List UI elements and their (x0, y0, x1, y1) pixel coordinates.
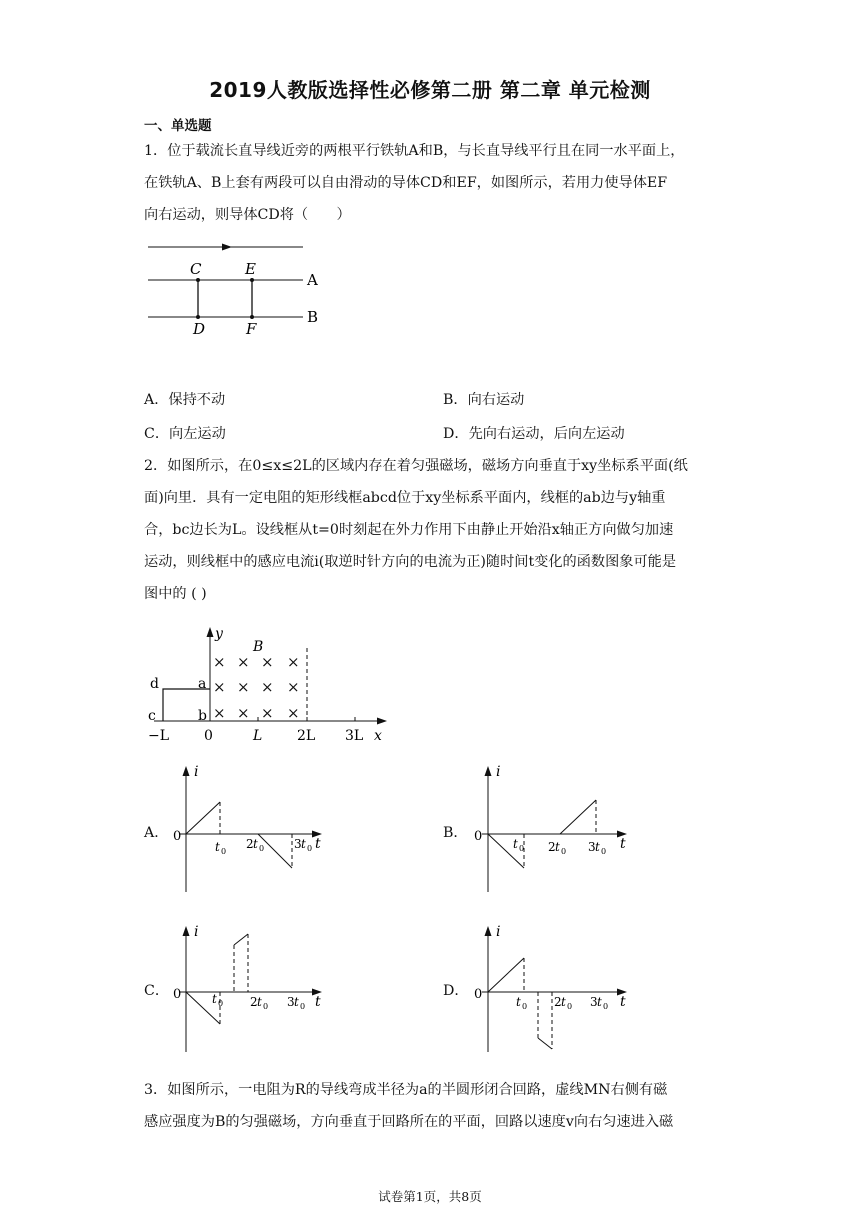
tick-label: 2L (297, 728, 316, 744)
graph-c (170, 920, 330, 1055)
svg-text:×: × (261, 653, 274, 671)
svg-text:×: × (261, 678, 274, 696)
tick-t0: t (257, 995, 262, 1009)
label-F: F (246, 320, 257, 338)
tick-label: 3L (345, 728, 364, 744)
graph-b (470, 762, 635, 897)
axis-x-label: x (374, 728, 382, 744)
tick-t0: t (597, 995, 602, 1009)
page-footer: 试卷第1页，共8页 (378, 1189, 482, 1204)
tick-3: 3 (294, 837, 302, 851)
tick-t0: t (595, 840, 600, 854)
q2-option-c[interactable]: C． (144, 983, 170, 999)
label-E: E (245, 260, 256, 278)
question-3-line: 感应强度为B的匀强磁场，方向垂直于回路所在的平面，回路以速度v向右匀速进入磁 (144, 1114, 674, 1130)
figure-magnetic-field (140, 620, 400, 750)
svg-text:×: × (237, 704, 250, 722)
tick-sub: 0 (218, 999, 224, 1008)
q1-option-b[interactable]: B．向右运动 (443, 392, 525, 408)
tick-t0: t (215, 840, 220, 854)
tick-sub: 0 (307, 844, 313, 853)
tick-t0: t (294, 995, 299, 1009)
question-2-line: 2．如图所示，在0≤x≤2L的区域内存在着匀强磁场，磁场方向垂直于xy坐标系平面(纸 (144, 458, 688, 474)
question-2-line: 图中的 ( ) (144, 586, 207, 602)
corner-d: d (150, 676, 159, 692)
label-D: D (193, 320, 206, 338)
tick-3: 3 (287, 995, 295, 1009)
origin-label: 0 (474, 987, 483, 1002)
axis-i: i (496, 764, 501, 780)
tick-sub: 0 (300, 1002, 306, 1011)
figure-rails (140, 235, 340, 345)
tick-sub: 0 (567, 1002, 573, 1011)
svg-text:×: × (237, 678, 250, 696)
tick-t0: t (212, 992, 217, 1006)
tick-2: 2 (250, 995, 258, 1009)
question-2-line: 合，bc边长为L。设线框从t=0时刻起在外力作用下由静止开始沿x轴正方向做匀加速 (144, 522, 674, 538)
graph-d (470, 920, 635, 1055)
svg-text:×: × (287, 678, 300, 696)
tick-sub: 0 (522, 1002, 528, 1011)
axis-i: i (496, 924, 501, 940)
axis-t: t (620, 994, 626, 1010)
q2-option-b[interactable]: B． (443, 825, 468, 841)
origin-label: 0 (173, 987, 182, 1002)
question-1-text (144, 135, 724, 231)
q1-option-a[interactable]: A．保持不动 (144, 392, 226, 408)
tick-sub: 0 (263, 1002, 269, 1011)
tick-2: 2 (554, 995, 562, 1009)
corner-a: a (198, 676, 207, 692)
tick-3: 3 (588, 840, 596, 854)
q1-option-d[interactable]: D．先向右运动，后向左运动 (443, 426, 625, 442)
tick-3: 3 (590, 995, 598, 1009)
svg-text:×: × (287, 653, 300, 671)
q2-option-a[interactable]: A． (144, 825, 169, 841)
tick-sub: 0 (221, 847, 227, 856)
axis-t: t (620, 836, 626, 852)
axis-t: t (315, 836, 321, 852)
q1-option-c[interactable]: C．向左运动 (144, 426, 226, 442)
question-2-line: 运动，则线框中的感应电流i(取逆时针方向的电流为正)随时间t变化的函数图象可能是 (144, 554, 677, 570)
tick-sub: 0 (259, 844, 265, 853)
question-2-text (144, 450, 724, 610)
tick-t0: t (555, 840, 560, 854)
tick-t0: t (253, 837, 258, 851)
question-3-text (144, 1074, 724, 1138)
question-1-line: 1．位于载流长直导线近旁的两根平行铁轨A和B，与长直导线平行且在同一水平面上， (144, 143, 685, 159)
svg-text:×: × (261, 704, 274, 722)
corner-c: c (148, 708, 156, 724)
field-label-B: B (253, 639, 264, 655)
document-title: 2019人教版选择性必修第二册 第二章 单元检测 (209, 78, 651, 102)
svg-text:×: × (213, 704, 226, 722)
q2-option-d[interactable]: D． (443, 983, 469, 999)
tick-label: 0 (204, 728, 213, 744)
tick-label: −L (148, 728, 170, 744)
question-2-line: 面)向里．具有一定电阻的矩形线框abcd位于xy坐标系平面内，线框的ab边与y轴重 (144, 490, 666, 506)
tick-sub: 0 (519, 844, 525, 853)
tick-sub: 0 (561, 847, 567, 856)
label-C: C (190, 260, 202, 278)
label-rail-B: B (307, 308, 319, 326)
tick-2: 2 (548, 840, 556, 854)
tick-label: L (253, 728, 263, 744)
corner-b: b (198, 708, 207, 724)
svg-text:×: × (213, 653, 226, 671)
tick-2: 2 (246, 837, 254, 851)
tick-t0: t (561, 995, 566, 1009)
svg-text:×: × (287, 704, 300, 722)
tick-sub: 0 (601, 847, 607, 856)
axis-i: i (194, 924, 199, 940)
question-1-line: 在铁轨A、B上套有两段可以自由滑动的导体CD和EF，如图所示，若用力使导体EF (144, 175, 668, 191)
origin-label: 0 (173, 829, 182, 844)
axis-y-label: y (215, 626, 223, 642)
axis-i: i (194, 764, 199, 780)
tick-t0: t (301, 837, 306, 851)
origin-label: 0 (474, 829, 483, 844)
question-3-line: 3．如图所示，一电阻为R的导线弯成半径为a的半圆形闭合回路，虚线MN右侧有磁 (144, 1082, 668, 1098)
svg-text:×: × (237, 653, 250, 671)
tick-t0: t (516, 995, 521, 1009)
section-heading: 一、单选题 (144, 118, 212, 134)
tick-sub: 0 (603, 1002, 609, 1011)
graph-a (170, 762, 330, 897)
svg-text:×: × (213, 678, 226, 696)
tick-t0: t (513, 837, 518, 851)
axis-t: t (315, 994, 321, 1010)
label-rail-A: A (307, 271, 318, 289)
question-1-line: 向右运动，则导体CD将（ ） (144, 207, 351, 223)
